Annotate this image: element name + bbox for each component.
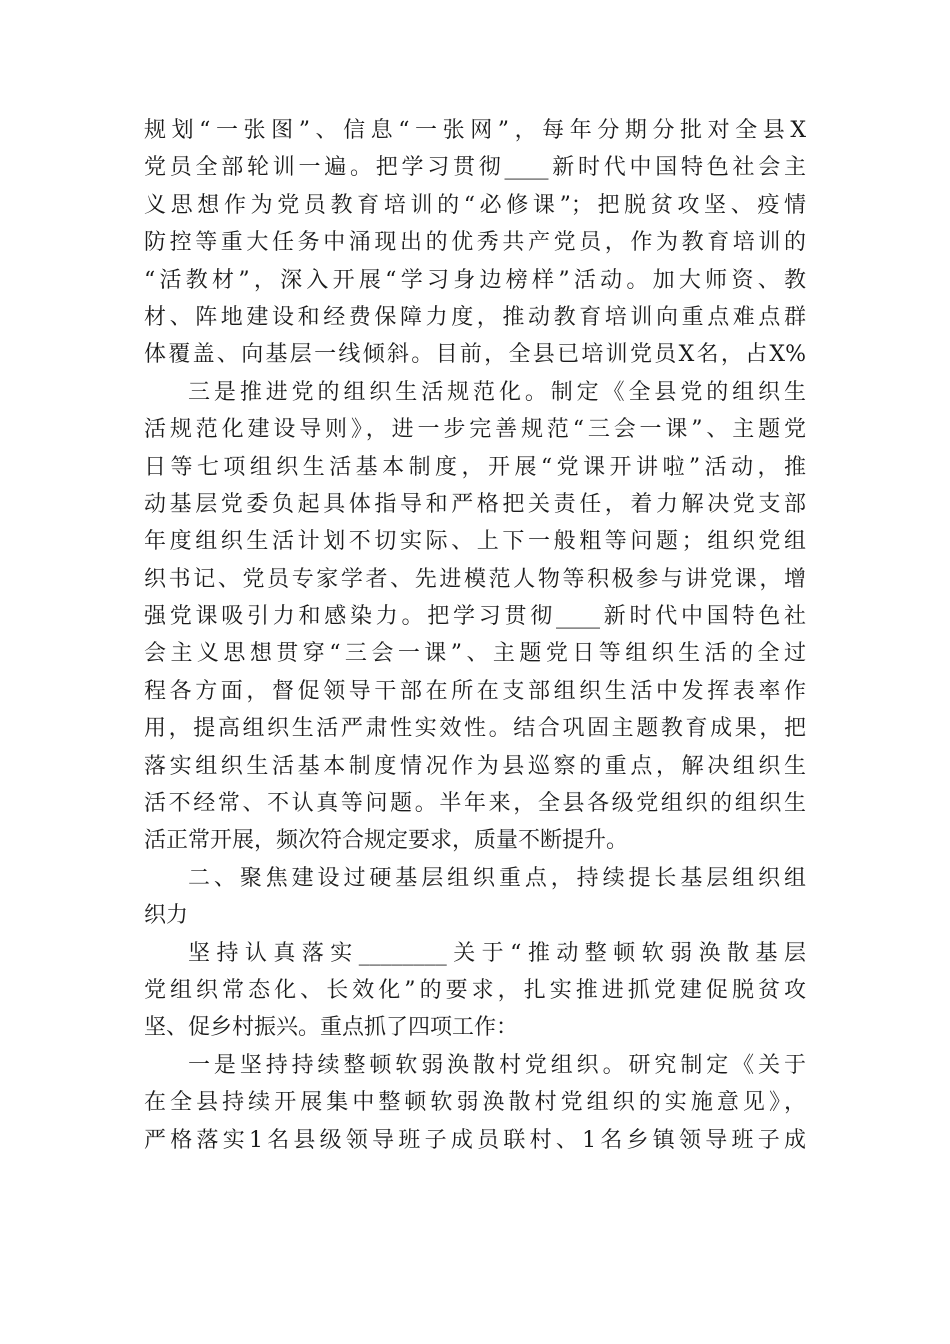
paragraph-line: 防控等重大任务中涌现出的优秀共产党员，作为教育培训的 [144,230,806,256]
paragraph-line: 体覆盖、向基层一线倾斜。目前，全县已培训党员X名，占X% [144,342,806,368]
paragraph-line: 织书记、党员专家学者、先进模范人物等积极参与讲党课，增 [144,566,806,592]
paragraph-line: 用，提高组织生活严肃性实效性。结合巩固主题教育成果，把 [144,716,806,742]
paragraph-line: 规划“一张图”、信息“一张网”，每年分期分批对全县X [144,118,806,143]
document-body [144,112,806,1159]
paragraph-line: 动基层党委负起具体指导和严格把关责任，着力解决党支部 [144,491,806,517]
paragraph-line: 活规范化建设导则》，进一步完善规范“三会一课”、主题党 [144,417,806,443]
paragraph-line: 一是坚持持续整顿软弱涣散村党组织。研究制定《关于 [188,1052,806,1078]
paragraph-line: 坚持认真落实________关于“推动整顿软弱涣散基层 [188,940,806,966]
paragraph-line: 严格落实1名县级领导班子成员联村、1名乡镇领导班子成 [144,1127,806,1153]
paragraph-line: “活教材”，深入开展“学习身边榜样”活动。加大师资、教 [144,267,806,293]
paragraph-line: 程各方面，督促领导干部在所在支部组织生活中发挥表率作 [144,678,806,704]
section-heading-line: 织力 [144,903,189,929]
paragraph-line: 党组织常态化、长效化”的要求，扎实推进抓党建促脱贫攻 [144,977,806,1003]
paragraph-line: 材、阵地建设和经费保障力度，推动教育培训向重点难点群 [144,304,806,330]
paragraph-line: 在全县持续开展集中整顿软弱涣散村党组织的实施意见》， [144,1090,806,1116]
paragraph-line: 日等七项组织生活基本制度，开展“党课开讲啦”活动，推 [144,454,806,480]
paragraph-line: 党员全部轮训一遍。把学习贯彻____新时代中国特色社会主 [144,155,806,181]
paragraph-line: 活不经常、不认真等问题。半年来，全县各级党组织的组织生 [144,791,806,817]
paragraph-line: 活正常开展，频次符合规定要求，质量不断提升。 [144,828,629,854]
paragraph-line: 落实组织生活基本制度情况作为县巡察的重点，解决组织生 [144,753,806,779]
paragraph-line: 强党课吸引力和感染力。把学习贯彻____新时代中国特色社 [144,604,806,630]
paragraph-line: 三是推进党的组织生活规范化。制定《全县党的组织生 [188,379,806,405]
paragraph-line: 年度组织生活计划不切实际、上下一般粗等问题；组织党组 [144,529,806,555]
paragraph-line: 义思想作为党员教育培训的“必修课”；把脱贫攻坚、疫情 [144,192,806,218]
section-heading-line: 二、聚焦建设过硬基层组织重点，持续提长基层组织组 [188,865,806,891]
paragraph-line: 坚、促乡村振兴。重点抓了四项工作： [144,1015,519,1041]
paragraph-line: 会主义思想贯穿“三会一课”、主题党日等组织生活的全过 [144,641,806,667]
